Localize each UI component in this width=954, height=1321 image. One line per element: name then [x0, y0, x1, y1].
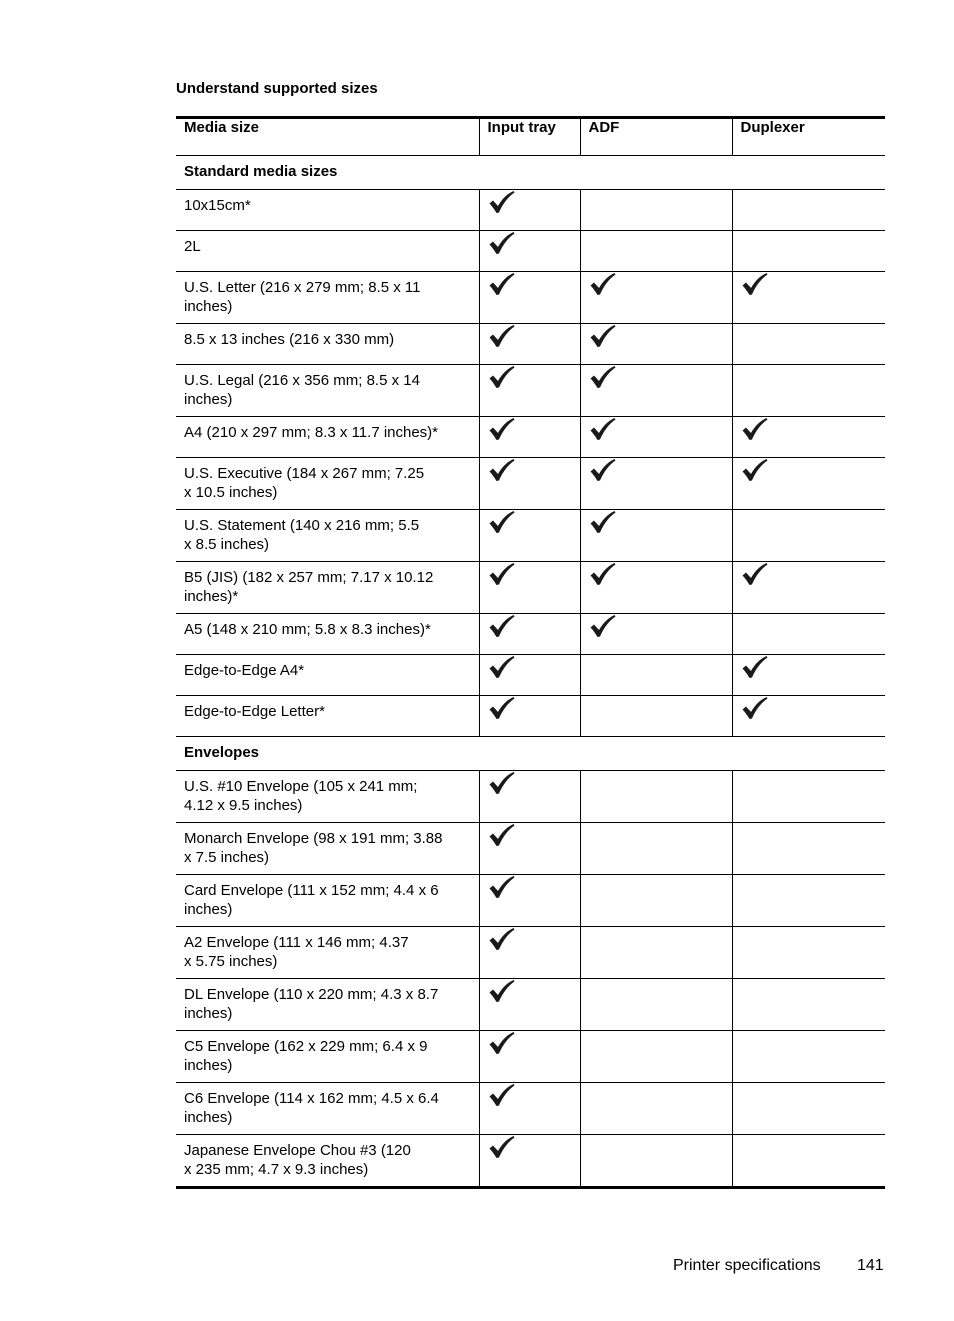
checkmark-icon: [488, 190, 515, 214]
checkmark-icon: [589, 324, 616, 348]
input-tray-cell: [479, 272, 580, 324]
media-size-label: Edge-to-Edge A4*: [176, 655, 479, 696]
duplexer-cell: [732, 562, 885, 614]
checkmark-icon: [741, 562, 768, 586]
checkmark-icon: [488, 823, 515, 847]
duplexer-cell: [732, 655, 885, 696]
duplexer-cell: [732, 417, 885, 458]
checkmark-icon: [741, 655, 768, 679]
input-tray-cell: [479, 324, 580, 365]
duplexer-cell: [732, 1135, 885, 1188]
duplexer-cell: [732, 458, 885, 510]
section-heading: Understand supported sizes: [176, 80, 378, 97]
table-row: [176, 1083, 885, 1135]
duplexer-cell: [732, 510, 885, 562]
adf-cell: [580, 823, 732, 875]
duplexer-cell: [732, 614, 885, 655]
adf-cell: [580, 417, 732, 458]
media-size-label: 10x15cm*: [176, 190, 479, 231]
checkmark-icon: [488, 875, 515, 899]
adf-cell: [580, 1031, 732, 1083]
adf-cell: [580, 875, 732, 927]
input-tray-cell: [479, 696, 580, 737]
input-tray-cell: [479, 510, 580, 562]
adf-cell: [580, 696, 732, 737]
checkmark-icon: [488, 458, 515, 482]
media-size-label: C5 Envelope (162 x 229 mm; 6.4 x 9 inches): [176, 1031, 479, 1083]
table-row: [176, 190, 885, 231]
media-size-label: DL Envelope (110 x 220 mm; 4.3 x 8.7 inches): [176, 979, 479, 1031]
table-row: [176, 927, 885, 979]
checkmark-icon: [589, 365, 616, 389]
table-row: [176, 417, 885, 458]
input-tray-cell: [479, 614, 580, 655]
duplexer-cell: [732, 1031, 885, 1083]
input-tray-cell: [479, 1031, 580, 1083]
adf-cell: [580, 190, 732, 231]
input-tray-cell: [479, 823, 580, 875]
input-tray-cell: [479, 1083, 580, 1135]
adf-cell: [580, 324, 732, 365]
media-size-label: U.S. Legal (216 x 356 mm; 8.5 x 14 inches): [176, 365, 479, 417]
duplexer-cell: [732, 875, 885, 927]
input-tray-cell: [479, 875, 580, 927]
checkmark-icon: [488, 562, 515, 586]
checkmark-icon: [488, 324, 515, 348]
table-row: [176, 272, 885, 324]
checkmark-icon: [589, 510, 616, 534]
media-size-label: A5 (148 x 210 mm; 5.8 x 8.3 inches)*: [176, 614, 479, 655]
media-size-label: U.S. Statement (140 x 216 mm; 5.5 x 8.5 inches): [176, 510, 479, 562]
checkmark-icon: [589, 562, 616, 586]
table-row: [176, 875, 885, 927]
table-body: [176, 156, 885, 1188]
column-header-duplexer: Duplexer: [732, 118, 885, 156]
media-size-label: B5 (JIS) (182 x 257 mm; 7.17 x 10.12 inches)*: [176, 562, 479, 614]
adf-cell: [580, 771, 732, 823]
checkmark-icon: [488, 365, 515, 389]
section-row: [176, 737, 885, 771]
input-tray-cell: [479, 771, 580, 823]
adf-cell: [580, 614, 732, 655]
media-size-label: Japanese Envelope Chou #3 (120 x 235 mm; 4.7 x 9.3 inches): [176, 1135, 479, 1188]
checkmark-icon: [741, 458, 768, 482]
supported-sizes-table: [176, 116, 885, 1189]
checkmark-icon: [741, 272, 768, 296]
adf-cell: [580, 979, 732, 1031]
media-size-label: Monarch Envelope (98 x 191 mm; 3.88 x 7.5 inches): [176, 823, 479, 875]
duplexer-cell: [732, 231, 885, 272]
input-tray-cell: [479, 655, 580, 696]
input-tray-cell: [479, 458, 580, 510]
table-row: [176, 324, 885, 365]
media-size-label: U.S. #10 Envelope (105 x 241 mm; 4.12 x 9.5 inches): [176, 771, 479, 823]
table-row: [176, 979, 885, 1031]
media-size-label: Card Envelope (111 x 152 mm; 4.4 x 6 inches): [176, 875, 479, 927]
checkmark-icon: [741, 696, 768, 720]
footer-chapter-title: Printer specifications: [673, 1257, 821, 1274]
checkmark-icon: [741, 417, 768, 441]
adf-cell: [580, 562, 732, 614]
checkmark-icon: [488, 1083, 515, 1107]
media-size-label: Edge-to-Edge Letter*: [176, 696, 479, 737]
adf-cell: [580, 655, 732, 696]
checkmark-icon: [488, 417, 515, 441]
input-tray-cell: [479, 365, 580, 417]
adf-cell: [580, 1135, 732, 1188]
checkmark-icon: [488, 979, 515, 1003]
input-tray-cell: [479, 190, 580, 231]
table-row: [176, 823, 885, 875]
table-row: [176, 510, 885, 562]
adf-cell: [580, 927, 732, 979]
duplexer-cell: [732, 324, 885, 365]
input-tray-cell: [479, 1135, 580, 1188]
input-tray-cell: [479, 927, 580, 979]
input-tray-cell: [479, 562, 580, 614]
adf-cell: [580, 272, 732, 324]
duplexer-cell: [732, 365, 885, 417]
media-size-label: U.S. Executive (184 x 267 mm; 7.25 x 10.5 inches): [176, 458, 479, 510]
media-size-label: C6 Envelope (114 x 162 mm; 4.5 x 6.4 inches): [176, 1083, 479, 1135]
duplexer-cell: [732, 823, 885, 875]
media-size-label: U.S. Letter (216 x 279 mm; 8.5 x 11 inches): [176, 272, 479, 324]
checkmark-icon: [488, 272, 515, 296]
table-row: [176, 655, 885, 696]
input-tray-cell: [479, 231, 580, 272]
section-title: Standard media sizes: [176, 156, 885, 190]
input-tray-cell: [479, 979, 580, 1031]
media-size-label: A2 Envelope (111 x 146 mm; 4.37 x 5.75 inches): [176, 927, 479, 979]
checkmark-icon: [488, 927, 515, 951]
checkmark-icon: [589, 614, 616, 638]
duplexer-cell: [732, 272, 885, 324]
duplexer-cell: [732, 927, 885, 979]
duplexer-cell: [732, 1083, 885, 1135]
checkmark-icon: [589, 417, 616, 441]
input-tray-cell: [479, 417, 580, 458]
table-row: [176, 231, 885, 272]
table-row: [176, 771, 885, 823]
checkmark-icon: [488, 1031, 515, 1055]
table-row: [176, 1135, 885, 1188]
table-row: [176, 1031, 885, 1083]
table-row: [176, 562, 885, 614]
adf-cell: [580, 365, 732, 417]
duplexer-cell: [732, 190, 885, 231]
media-size-label: 2L: [176, 231, 479, 272]
table-header-row: [176, 118, 885, 156]
column-header-media-size: Media size: [176, 118, 479, 156]
media-size-label: A4 (210 x 297 mm; 8.3 x 11.7 inches)*: [176, 417, 479, 458]
checkmark-icon: [488, 510, 515, 534]
adf-cell: [580, 1083, 732, 1135]
section-row: [176, 156, 885, 190]
table-row: [176, 696, 885, 737]
checkmark-icon: [589, 458, 616, 482]
duplexer-cell: [732, 696, 885, 737]
table-row: [176, 458, 885, 510]
checkmark-icon: [589, 272, 616, 296]
footer-page-number: 141: [857, 1257, 884, 1274]
checkmark-icon: [488, 771, 515, 795]
duplexer-cell: [732, 771, 885, 823]
checkmark-icon: [488, 231, 515, 255]
section-title: Envelopes: [176, 737, 885, 771]
column-header-adf: ADF: [580, 118, 732, 156]
checkmark-icon: [488, 614, 515, 638]
adf-cell: [580, 458, 732, 510]
column-header-input-tray: Input tray: [479, 118, 580, 156]
adf-cell: [580, 231, 732, 272]
duplexer-cell: [732, 979, 885, 1031]
table-row: [176, 365, 885, 417]
table-row: [176, 614, 885, 655]
adf-cell: [580, 510, 732, 562]
checkmark-icon: [488, 655, 515, 679]
media-size-label: 8.5 x 13 inches (216 x 330 mm): [176, 324, 479, 365]
checkmark-icon: [488, 696, 515, 720]
checkmark-icon: [488, 1135, 515, 1159]
